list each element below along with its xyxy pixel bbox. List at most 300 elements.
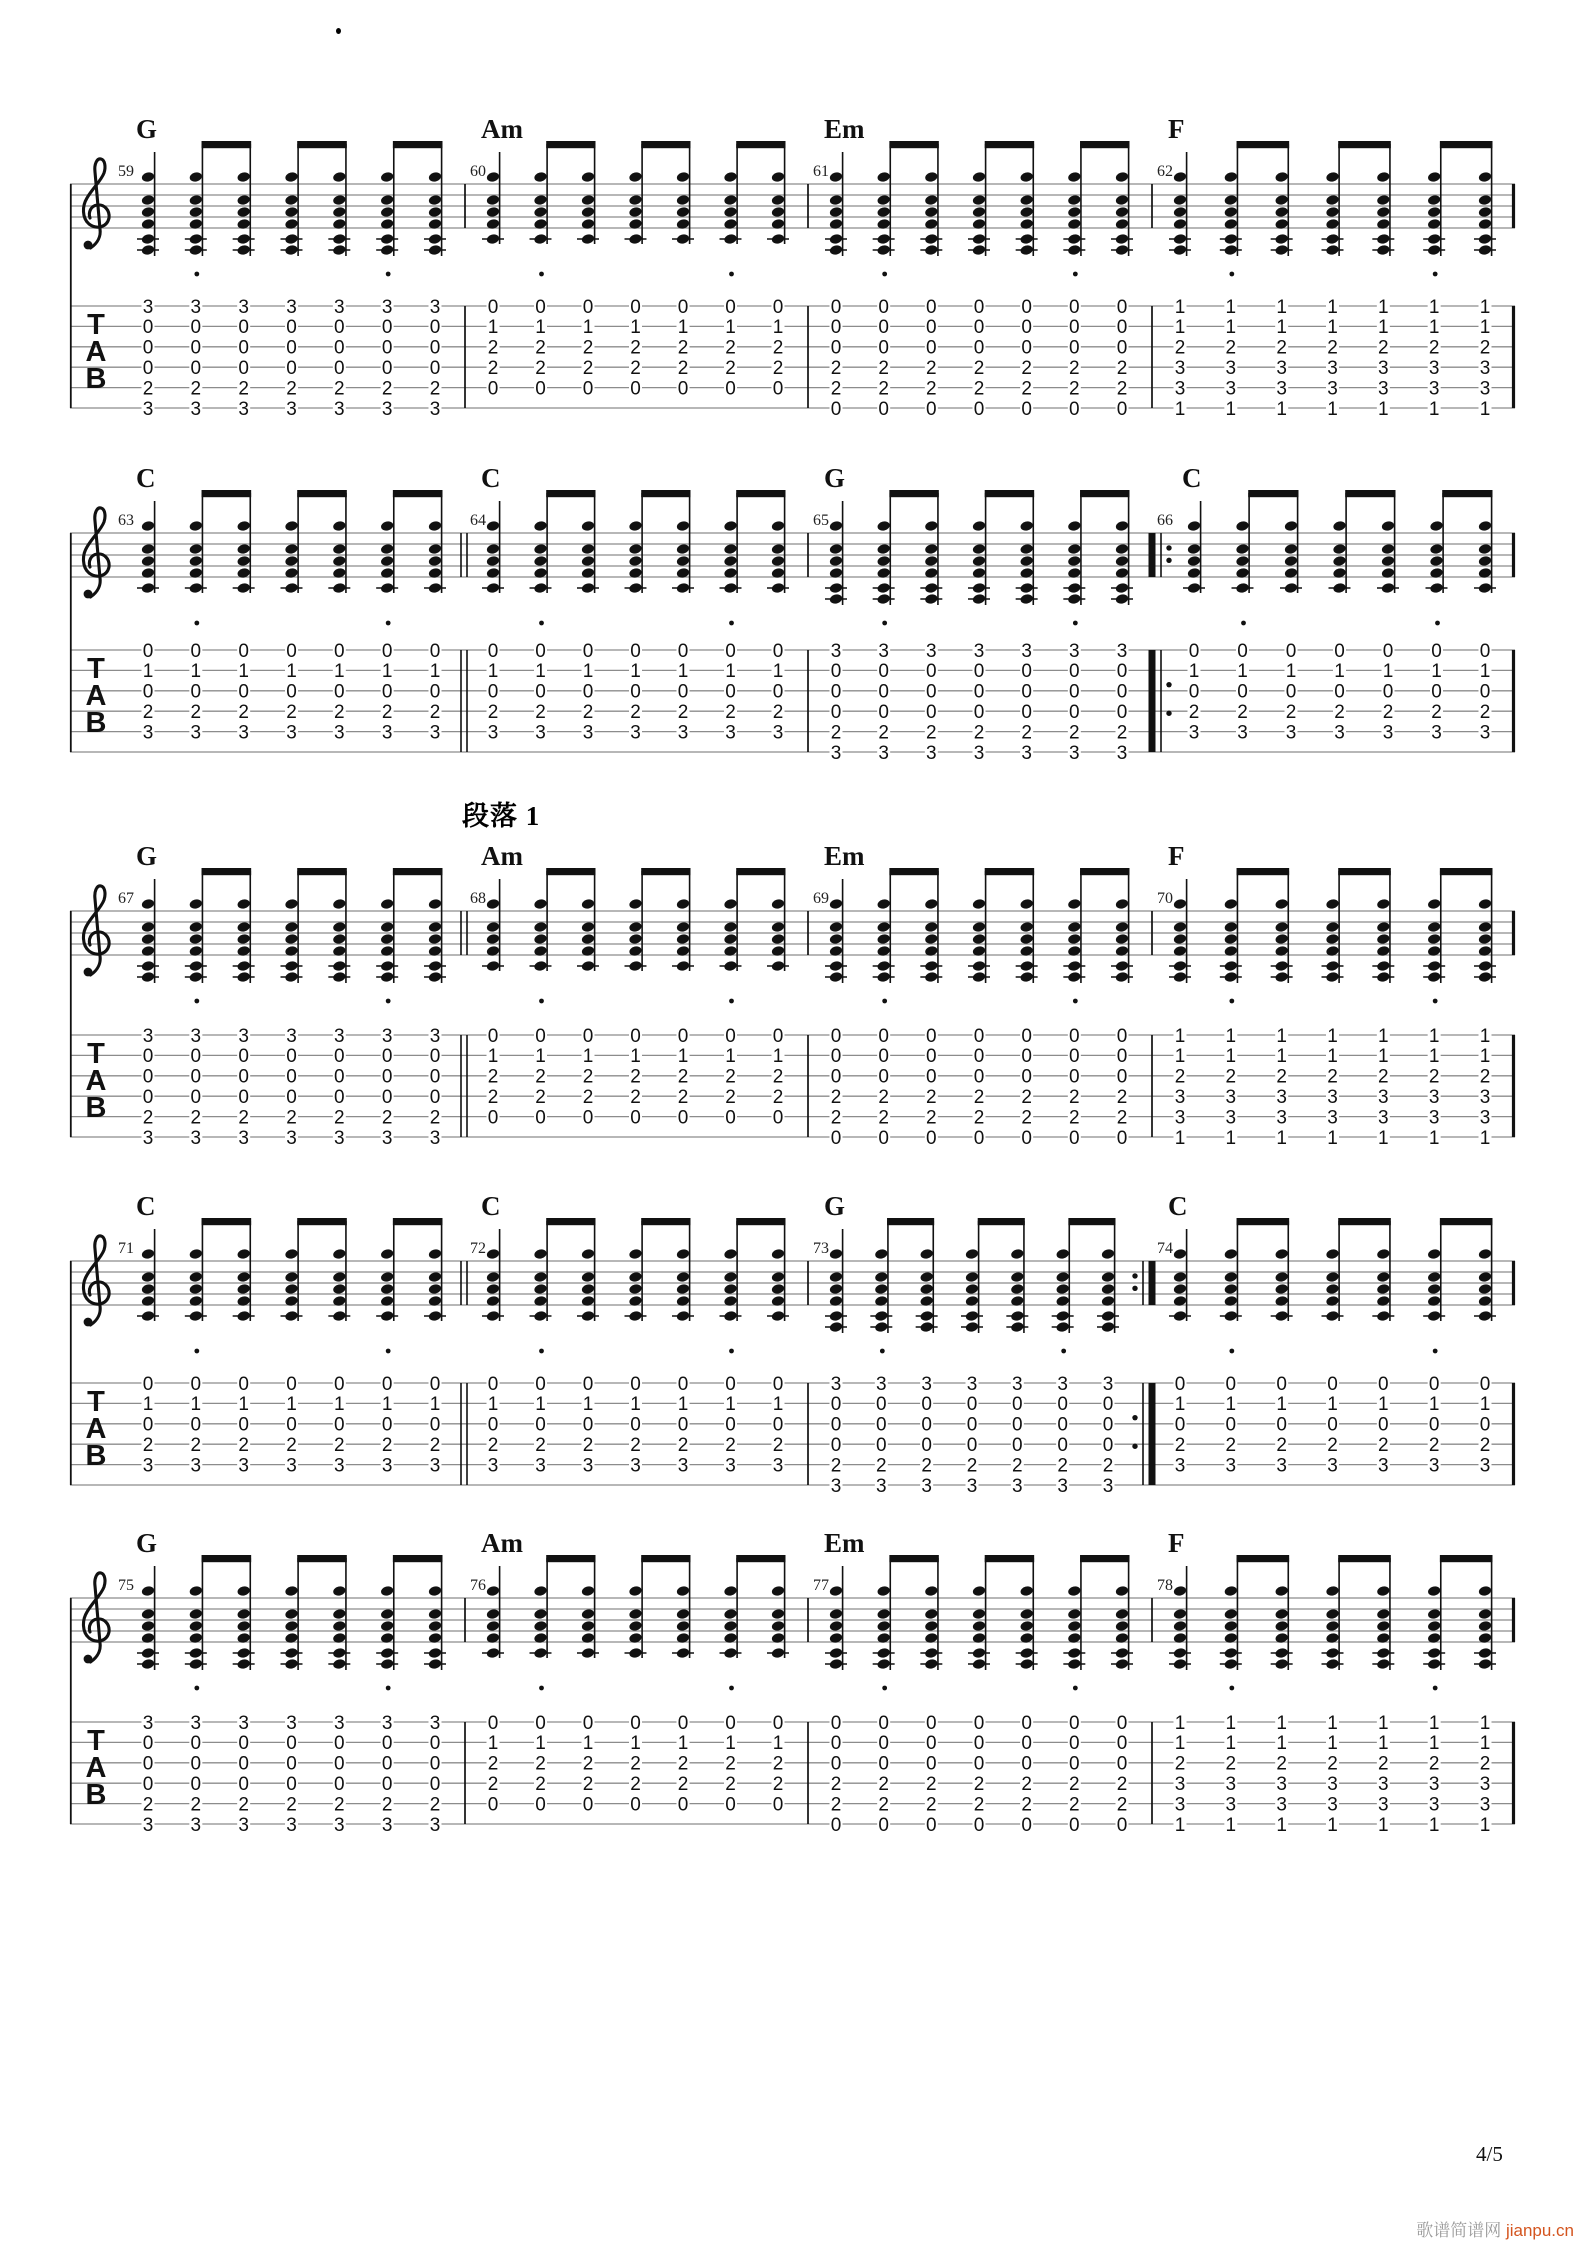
notehead (237, 543, 251, 555)
tab-fret-number: 0 (878, 1046, 889, 1068)
tab-fret-number: 0 (725, 1712, 736, 1734)
notehead (723, 1283, 737, 1295)
tab-fret-number: 1 (1479, 1046, 1491, 1068)
notehead (972, 171, 986, 183)
tab-fret-number: 0 (830, 1127, 842, 1149)
tab-fret-number: 2 (1021, 378, 1032, 400)
notehead (1224, 1248, 1238, 1260)
repeat-dot (1132, 1286, 1137, 1291)
notehead (428, 933, 442, 945)
repeat-begin-barline (1149, 533, 1156, 577)
notehead (237, 1658, 251, 1670)
tab-fret-number: 0 (630, 1712, 641, 1734)
staccato-dot (539, 1349, 544, 1354)
notehead (924, 593, 938, 605)
staccato-dot (194, 1349, 199, 1354)
tab-fret-number: 1 (1378, 1127, 1389, 1149)
tab-fret-number: 0 (1378, 1414, 1389, 1436)
notehead (1224, 933, 1238, 945)
notehead (284, 244, 298, 256)
measure-number: 76 (470, 1577, 486, 1594)
beam (1440, 1218, 1493, 1225)
notehead (1427, 1647, 1441, 1659)
tab-fret-number: 0 (238, 681, 249, 703)
note-stem (154, 879, 156, 983)
staccato-dot (1241, 621, 1246, 626)
notehead (486, 1620, 500, 1632)
tab-fret-number: 2 (1021, 1107, 1032, 1129)
tab-fret-number: 3 (1327, 1774, 1338, 1795)
tab-fret-number: 0 (238, 317, 249, 339)
tab-fret-number: 0 (429, 358, 441, 379)
tab-fret-number: 0 (381, 1087, 393, 1108)
note-stem (689, 144, 691, 244)
notehead (428, 520, 442, 532)
notehead (771, 194, 785, 206)
notehead (380, 933, 394, 945)
tab-fret-number: 0 (334, 640, 345, 662)
note-stem (154, 152, 156, 256)
tab-fret-number: 2 (190, 1794, 202, 1816)
notehead (1010, 1283, 1024, 1295)
notehead (486, 194, 500, 206)
treble-clef-icon (83, 159, 109, 248)
notehead (877, 244, 891, 256)
tab-fret-number: 3 (973, 640, 985, 662)
tab-fret-number: 3 (429, 1127, 441, 1149)
notehead (141, 1283, 155, 1295)
tab-fret-number: 0 (1116, 337, 1128, 359)
notehead (1173, 898, 1187, 910)
notehead (581, 1248, 595, 1260)
tab-fret-number: 1 (1428, 1814, 1440, 1836)
notehead (1020, 971, 1034, 983)
tab-fret-number: 0 (1116, 1066, 1128, 1088)
barline (807, 306, 809, 408)
tab-fret-number: 3 (381, 1814, 393, 1836)
notehead (284, 1248, 298, 1260)
tab-fret-number: 0 (830, 702, 842, 723)
notehead (1376, 206, 1390, 218)
notehead (428, 1283, 442, 1295)
tab-fret-number: 0 (1021, 1046, 1032, 1068)
tab-fret-number: 0 (1021, 702, 1032, 723)
note-stem (1200, 501, 1202, 593)
tab-fret-number: 2 (630, 1774, 641, 1795)
note-stem (641, 1221, 643, 1321)
tab-fret-number: 2 (1225, 1066, 1237, 1088)
tab-fret-number: 1 (725, 317, 736, 339)
final-barline (1512, 306, 1515, 408)
tab-fret-number: 3 (286, 1025, 297, 1047)
tab-fret-number: 0 (190, 640, 202, 662)
tab-fret-number: 3 (334, 1455, 345, 1477)
notehead (1115, 1647, 1129, 1659)
notehead (676, 933, 690, 945)
measure-69 (813, 841, 1133, 1149)
notehead (533, 1608, 547, 1620)
beam (546, 1555, 595, 1562)
tab-fret-number: 3 (1334, 722, 1345, 744)
notehead (237, 194, 251, 206)
notehead (1067, 1658, 1081, 1670)
tab-fret-number: 2 (582, 1435, 594, 1456)
tab-fret-number: 3 (487, 1455, 499, 1477)
notehead (284, 194, 298, 206)
notehead (380, 1608, 394, 1620)
tab-fret-number: 3 (1102, 1373, 1114, 1395)
tab-letter: T (87, 1725, 105, 1757)
tab-fret-number: 2 (772, 337, 784, 359)
tab-fret-number: 0 (238, 1774, 249, 1795)
notehead (237, 582, 251, 594)
notehead (1224, 1585, 1238, 1597)
tab-fret-number: 1 (1174, 1814, 1186, 1836)
notehead (141, 921, 155, 933)
notehead (877, 1658, 891, 1670)
notehead (1478, 1658, 1492, 1670)
beam (393, 1218, 443, 1225)
tab-fret-number: 2 (1174, 1435, 1186, 1456)
tab-fret-number: 2 (677, 337, 689, 359)
notehead (829, 244, 843, 256)
measure-number: 67 (118, 890, 134, 907)
tab-fret-number: 0 (535, 640, 546, 662)
notehead (189, 1283, 203, 1295)
beam (736, 490, 785, 497)
tab-fret-number: 0 (725, 1414, 736, 1436)
measure-number: 66 (1157, 512, 1173, 529)
tab-fret-number: 3 (1174, 1087, 1186, 1108)
tab-fret-number: 0 (381, 1774, 393, 1795)
double-barline (466, 650, 468, 752)
notehead (972, 520, 986, 532)
notehead (1067, 171, 1081, 183)
tab-fret-number: 0 (142, 1046, 154, 1068)
notehead (380, 1647, 394, 1659)
note-stem (546, 493, 548, 593)
measure-number: 62 (1157, 163, 1173, 180)
tab-fret-number: 2 (772, 1066, 784, 1088)
notehead (189, 1658, 203, 1670)
notehead (284, 582, 298, 594)
tab-fret-number: 2 (630, 337, 641, 359)
tab-fret-number: 2 (1069, 1107, 1080, 1129)
tab-fret-number: 2 (630, 358, 641, 379)
notehead (771, 1647, 785, 1659)
notehead (924, 933, 938, 945)
notehead (284, 1647, 298, 1659)
notehead (1173, 171, 1187, 183)
tab-fret-number: 3 (1378, 1774, 1389, 1795)
tab-fret-number: 2 (830, 1087, 842, 1108)
tab-fret-number: 0 (1102, 1394, 1114, 1416)
tab-fret-number: 0 (1382, 640, 1394, 662)
tab-fret-number: 1 (1174, 398, 1186, 420)
tab-fret-number: 0 (630, 1373, 641, 1395)
notehead (628, 543, 642, 555)
tab-fret-number: 0 (878, 1712, 889, 1734)
measure-59 (118, 114, 446, 420)
tab-fret-number: 3 (725, 722, 736, 744)
tab-letter: A (85, 1752, 107, 1784)
notehead (1224, 1647, 1238, 1659)
tab-fret-number: 0 (725, 1794, 736, 1816)
barline (1151, 1598, 1153, 1642)
tab-fret-number: 1 (1428, 1733, 1440, 1755)
note-stem (345, 493, 347, 593)
beam (546, 141, 595, 148)
tab-fret-number: 1 (1327, 1025, 1338, 1047)
notehead (1067, 898, 1081, 910)
tab-fret-number: 2 (926, 722, 937, 744)
tab-fret-number: 0 (772, 378, 784, 400)
notehead (1376, 194, 1390, 206)
notehead (1376, 960, 1390, 972)
notehead (284, 1585, 298, 1597)
notehead (581, 555, 595, 567)
notehead (486, 543, 500, 555)
notehead (1427, 171, 1441, 183)
barline (807, 1261, 809, 1305)
tab-fret-number: 2 (142, 1435, 154, 1456)
notehead (284, 921, 298, 933)
notehead (1020, 582, 1034, 594)
beam (393, 868, 443, 875)
tab-fret-number: 0 (1102, 1414, 1114, 1436)
tab-fret-number: 0 (429, 1087, 441, 1108)
tab-fret-number: 2 (830, 1794, 842, 1816)
notehead (237, 1283, 251, 1295)
tab-fret-number: 0 (487, 1373, 499, 1395)
notehead (676, 1585, 690, 1597)
notehead (141, 543, 155, 555)
notehead (428, 233, 442, 245)
tab-fret-number: 2 (334, 1794, 345, 1816)
tab-fret-number: 0 (830, 1753, 842, 1775)
notehead (1020, 171, 1034, 183)
tab-fret-number: 0 (1021, 1127, 1032, 1149)
tab-fret-number: 0 (878, 1066, 889, 1088)
beam (297, 141, 347, 148)
tab-fret-number: 0 (190, 1373, 202, 1395)
tab-fret-number: 1 (1479, 1712, 1491, 1734)
notehead (581, 1647, 595, 1659)
notehead (1427, 1248, 1441, 1260)
notehead (771, 1620, 785, 1632)
notehead (1325, 1271, 1339, 1283)
notehead (189, 971, 203, 983)
notehead (428, 1647, 442, 1659)
tab-fret-number: 1 (582, 317, 594, 339)
tab-fret-number: 0 (677, 296, 689, 318)
note-stem (641, 493, 643, 593)
note-stem (1389, 1221, 1391, 1321)
beam (1080, 1555, 1129, 1562)
tab-fret-number: 3 (190, 1814, 202, 1836)
notehead (380, 233, 394, 245)
notehead (1067, 921, 1081, 933)
tab-fret-number: 0 (725, 296, 736, 318)
notehead (1224, 233, 1238, 245)
notehead (581, 206, 595, 218)
notehead (428, 1585, 442, 1597)
beam (985, 141, 1034, 148)
measure-number: 73 (813, 1240, 829, 1257)
notehead (486, 960, 500, 972)
notehead (924, 1608, 938, 1620)
tab-fret-number: 1 (1174, 1025, 1186, 1047)
tab-fret-number: 0 (535, 1107, 546, 1129)
tab-fret-number: 1 (1327, 1046, 1338, 1068)
notehead (723, 921, 737, 933)
tab-fret-number: 0 (1116, 1712, 1128, 1734)
notehead (1067, 543, 1081, 555)
notehead (141, 898, 155, 910)
notehead (1056, 1283, 1070, 1295)
tab-fret-number: 2 (1102, 1455, 1114, 1477)
notehead (1020, 921, 1034, 933)
note-stem (546, 1221, 548, 1321)
tab-letter: T (87, 653, 105, 685)
tab-fret-number: 2 (1378, 1753, 1389, 1775)
notehead (1325, 233, 1339, 245)
tab-fret-number: 0 (966, 1435, 978, 1456)
notehead (1275, 898, 1289, 910)
tab-fret-number: 0 (286, 1066, 297, 1088)
tab-fret-number: 2 (487, 337, 499, 359)
tab-fret-number: 1 (1378, 296, 1389, 318)
tab-fret-number: 1 (1276, 1712, 1287, 1734)
tab-fret-number: 1 (1225, 1025, 1237, 1047)
note-stem (689, 1558, 691, 1658)
tab-fret-number: 2 (582, 1774, 594, 1795)
note-stem (297, 1221, 299, 1321)
notehead (676, 206, 690, 218)
tab-fret-number: 0 (772, 1107, 784, 1129)
tab-fret-number: 1 (487, 1046, 499, 1068)
tab-fret-number: 2 (381, 1794, 393, 1816)
tab-fret-number: 0 (772, 1712, 784, 1734)
notehead (237, 555, 251, 567)
notehead (189, 244, 203, 256)
notehead (189, 233, 203, 245)
notehead (676, 233, 690, 245)
notehead (486, 933, 500, 945)
tab-fret-number: 0 (973, 1066, 985, 1088)
notehead (1275, 1283, 1289, 1295)
tab-fret-number: 0 (286, 1733, 297, 1755)
tab-fret-number: 1 (1327, 1814, 1338, 1836)
measure-number: 59 (118, 163, 134, 180)
tab-fret-number: 3 (238, 398, 249, 420)
notehead (1115, 593, 1129, 605)
staccato-dot (882, 1686, 887, 1691)
staccato-dot (729, 1686, 734, 1691)
final-barline (1512, 533, 1515, 577)
notehead (428, 555, 442, 567)
tab-fret-number: 1 (487, 317, 499, 339)
tab-fret-number: 0 (830, 296, 842, 318)
notehead (486, 233, 500, 245)
tab-fret-number: 0 (1021, 1733, 1032, 1755)
tab-fret-number: 2 (878, 1087, 889, 1108)
notehead (771, 555, 785, 567)
notehead (533, 1283, 547, 1295)
measure-number: 70 (1157, 890, 1173, 907)
staccato-dot (1073, 621, 1078, 626)
notehead (1376, 1310, 1390, 1322)
measure-66 (1157, 463, 1496, 743)
notehead (141, 194, 155, 206)
notehead (924, 582, 938, 594)
tab-fret-number: 1 (1378, 1733, 1389, 1755)
tab-fret-number: 1 (1225, 1712, 1237, 1734)
tab-fret-number: 3 (921, 1475, 932, 1497)
notehead (771, 898, 785, 910)
section-label: 段落 1 (462, 801, 541, 831)
notehead (723, 206, 737, 218)
tab-fret-number: 2 (1116, 1107, 1128, 1129)
repeat-end-barline (1142, 1383, 1144, 1485)
notehead (141, 171, 155, 183)
tab-fret-number: 0 (1057, 1414, 1068, 1436)
tab-fret-number: 3 (190, 1712, 202, 1734)
notehead (1427, 233, 1441, 245)
notehead (1173, 194, 1187, 206)
tab-fret-number: 1 (1428, 296, 1440, 318)
notehead (829, 555, 843, 567)
tab-fret-number: 0 (772, 640, 784, 662)
tab-fret-number: 3 (334, 1025, 345, 1047)
tab-fret-number: 2 (1225, 1435, 1237, 1456)
tab-fret-number: 2 (535, 337, 546, 359)
notehead (829, 1271, 843, 1283)
tab-fret-number: 1 (1225, 296, 1237, 318)
tab-fret-number: 1 (1378, 317, 1389, 339)
notehead (1115, 1620, 1129, 1632)
note-stem (499, 1566, 501, 1658)
tab-fret-number: 1 (190, 1394, 202, 1416)
tab-fret-number: 3 (190, 722, 202, 744)
notehead (924, 921, 938, 933)
note-stem (1237, 1221, 1239, 1321)
notehead (1275, 1658, 1289, 1670)
tab-fret-number: 0 (1116, 1814, 1128, 1836)
tab-fret-number: 0 (1378, 1373, 1389, 1395)
tab-fret-number: 3 (238, 296, 249, 318)
tab-fret-number: 0 (1116, 1127, 1128, 1149)
tab-fret-number: 0 (190, 1066, 202, 1088)
notehead (533, 543, 547, 555)
notehead (1376, 971, 1390, 983)
tab-fret-number: 1 (381, 1394, 393, 1416)
notehead (237, 1310, 251, 1322)
tab-fret-number: 0 (535, 1794, 546, 1816)
tab-fret-number: 2 (1012, 1455, 1023, 1477)
notehead (1478, 206, 1492, 218)
tab-fret-number: 0 (1188, 640, 1200, 662)
notehead (428, 960, 442, 972)
tab-fret-number: 3 (334, 1814, 345, 1836)
double-barline (466, 911, 468, 955)
notehead (877, 898, 891, 910)
final-barline (1512, 650, 1515, 752)
tab-fret-number: 2 (1021, 1774, 1032, 1795)
notehead (965, 1248, 979, 1260)
tab-fret-number: 2 (582, 702, 594, 723)
note-stem (842, 501, 844, 605)
